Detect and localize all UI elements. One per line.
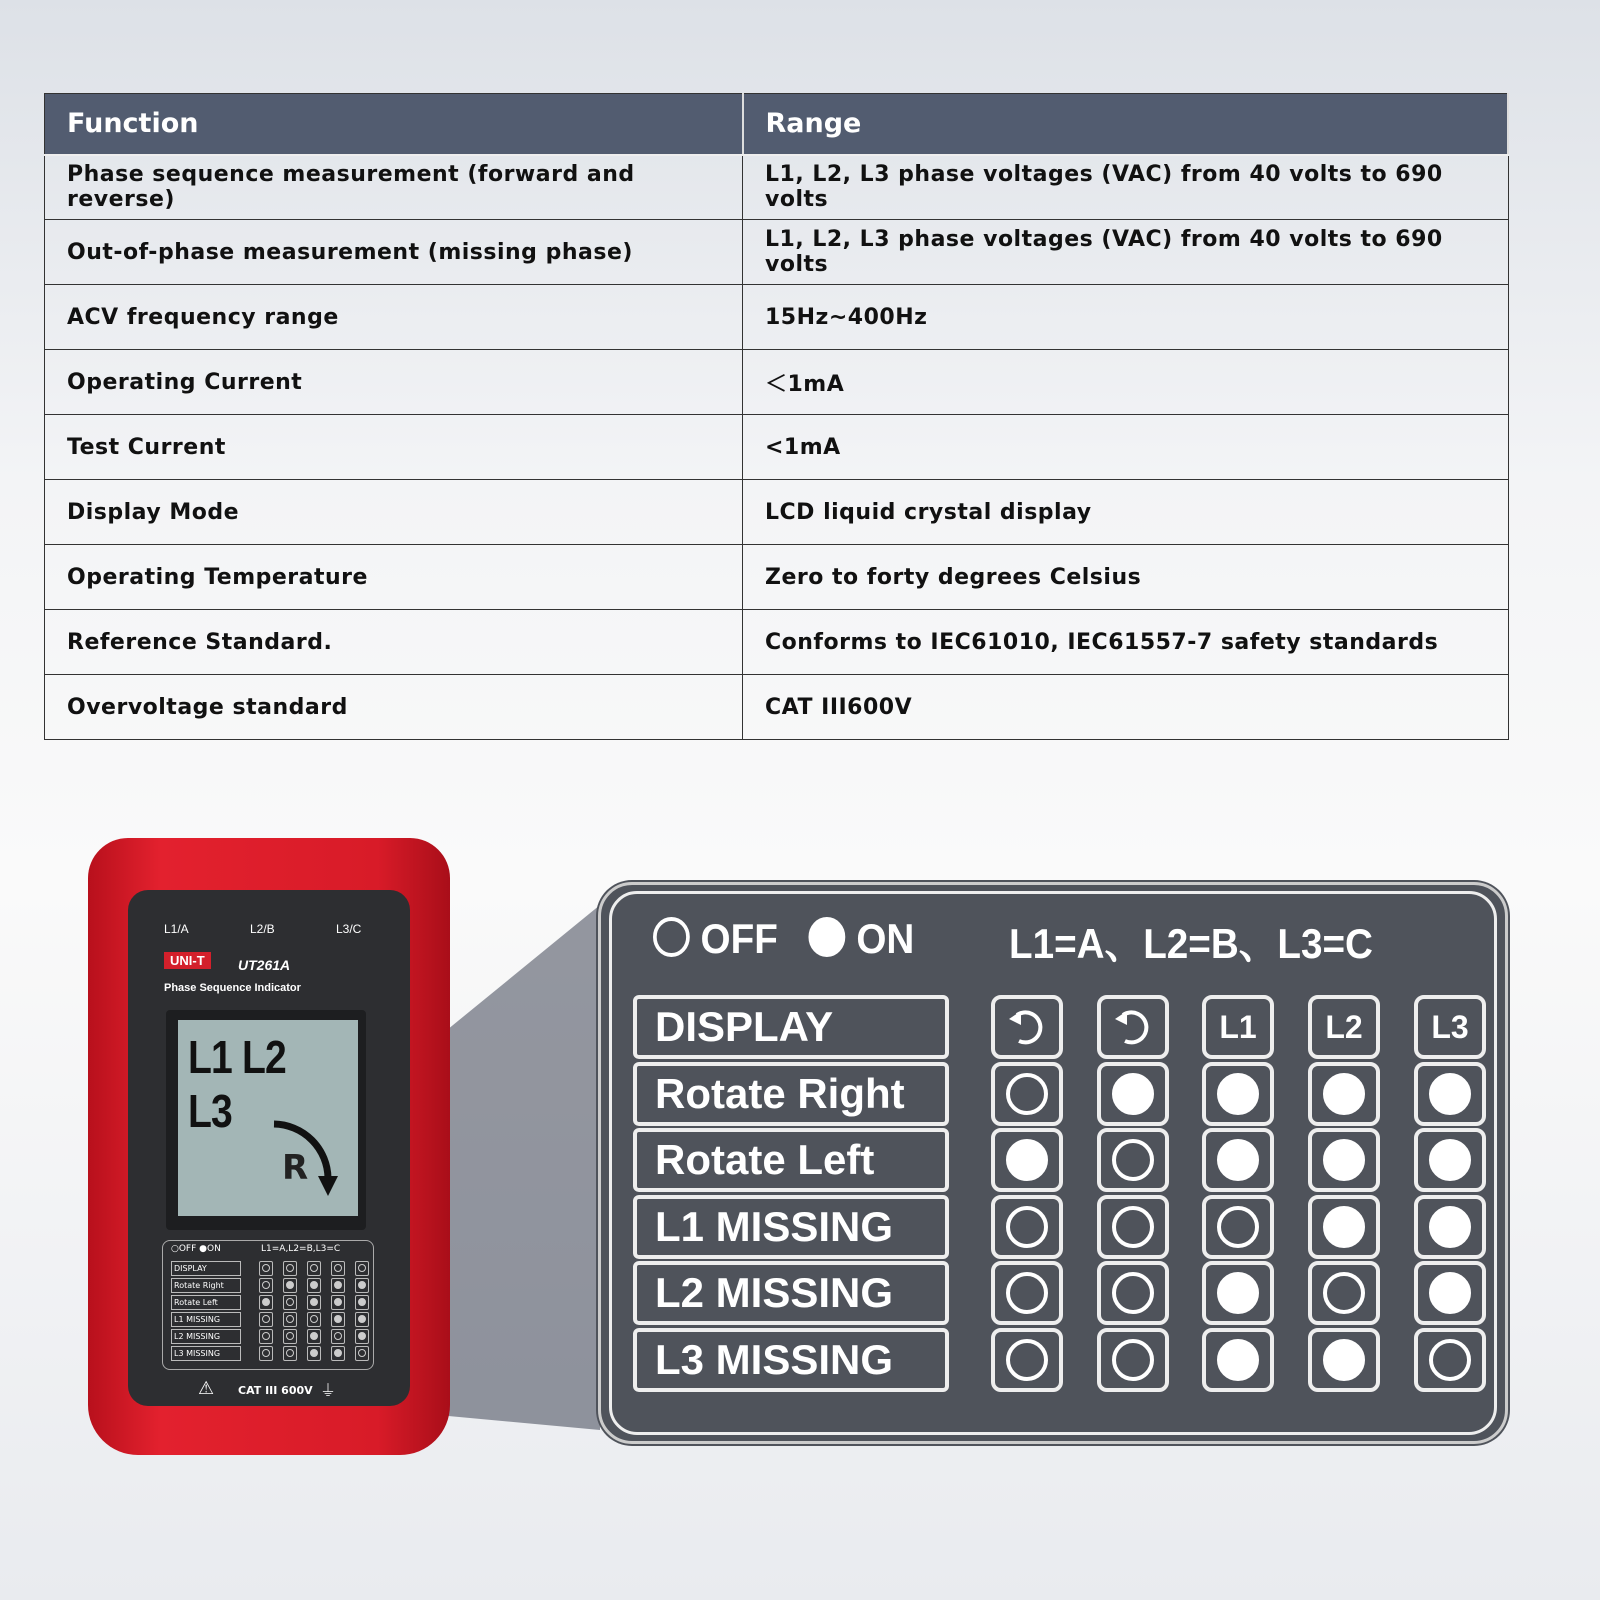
indicator-cell [991,1261,1063,1325]
header-function: Function [45,94,743,155]
row-label: L2 MISSING [633,1261,949,1325]
indicator-cell [1308,1062,1380,1126]
on-circle-icon [1112,1073,1154,1115]
mini-row-label: L3 MISSING [171,1346,241,1361]
on-circle-icon [1323,1139,1365,1181]
on-circle-icon [1323,1206,1365,1248]
lcd-rotation-letter: R [282,1148,309,1188]
off-circle-icon [1006,1339,1048,1381]
indicator-cell [1097,1062,1169,1126]
indicator-cell [1202,1062,1274,1126]
indicator-cell [1414,1128,1486,1192]
mini-row-label: L2 MISSING [171,1329,241,1344]
device-rating: CAT III 600V [238,1384,313,1397]
off-circle-icon [1006,1073,1048,1115]
lcd-phase-text: L1 L2 L3 [188,1031,286,1137]
row-label: L3 MISSING [633,1328,949,1392]
on-circle-icon [1429,1272,1471,1314]
function-cell: ACV frequency range [45,285,743,350]
indicator-cell [991,1328,1063,1392]
on-circle-icon [1323,1073,1365,1115]
model-label: UT261A [238,957,291,973]
off-circle-icon [1006,1206,1048,1248]
indicator-cell [1097,1128,1169,1192]
indicator-cell [1308,1328,1380,1392]
row-label: L1 MISSING [633,1195,949,1259]
row-label: Rotate Right [633,1062,949,1126]
terminal-label: L3/C [336,922,362,936]
off-circle-icon [1429,1339,1471,1381]
range-cell: CAT III600V [765,694,913,720]
row-label: DISPLAY [633,995,949,1059]
function-cell: Test Current [45,415,743,480]
indicator-cell [1202,1328,1274,1392]
range-cell: L1, L2, L3 phase voltages (VAC) from 40 volts to 690 volts [743,155,1509,220]
column-header: L2 [1308,995,1380,1059]
warning-icon: ⚠ [198,1378,215,1399]
indicator-cell [1308,1195,1380,1259]
function-cell: Out-of-phase measurement (missing phase) [45,220,743,285]
range-cell: ＜1mA [743,350,1509,415]
on-label: ON [856,915,915,962]
range-cell: Zero to forty degrees Celsius [743,545,1509,610]
on-circle-icon [1217,1139,1259,1181]
rotate-right-icon [1097,995,1169,1059]
off-circle-icon [1112,1139,1154,1181]
on-circle-icon [1217,1073,1259,1115]
on-circle-icon [1217,1339,1259,1381]
terminal-label: L1/A [164,922,189,936]
row-label: Rotate Left [633,1128,949,1192]
function-cell: Reference Standard. [45,610,743,675]
function-cell: Operating Temperature [45,545,743,610]
range-cell: Conforms to IEC61010, IEC61557-7 safety standards [743,610,1509,675]
mini-row-label: Rotate Right [171,1278,241,1293]
on-circle-icon [1429,1073,1471,1115]
indicator-cell [991,1062,1063,1126]
off-circle-icon [653,917,690,957]
indicator-legend-panel [598,882,1508,1444]
phase-mapping: L1=A、L2=B、L3=C [1009,920,1373,967]
device-subtitle: Phase Sequence Indicator [164,982,301,994]
off-circle-icon [1217,1206,1259,1248]
function-cell: Operating Current [45,350,743,415]
mini-row-label: Rotate Left [171,1295,241,1310]
indicator-cell [1097,1195,1169,1259]
range-cell: LCD liquid crystal display [743,480,1509,545]
indicator-cell [1414,1062,1486,1126]
on-circle-icon [1429,1206,1471,1248]
off-circle-icon [1112,1272,1154,1314]
on-circle-icon [1429,1139,1471,1181]
column-header: L3 [1414,995,1486,1059]
off-circle-icon [1112,1339,1154,1381]
range-cell: 15Hz~400Hz [743,285,1509,350]
indicator-cell [1097,1261,1169,1325]
off-circle-icon [1112,1206,1154,1248]
off-circle-icon [1323,1272,1365,1314]
column-header: L1 [1202,995,1274,1059]
indicator-cell [1097,1328,1169,1392]
indicator-cell [1308,1128,1380,1192]
lcd-frame [166,1010,366,1230]
indicator-cell [1414,1195,1486,1259]
on-circle-icon [1217,1272,1259,1314]
on-circle-icon [1006,1139,1048,1181]
lcd-screen [178,1020,358,1216]
mini-indicator-legend: ○OFF ●ON L1=A,L2=B,L3=C DISPLAY Rotate Right Rotate Left L1 MISSING L2 MISSING L3 MISSING [162,1240,374,1370]
phase-tester-device [88,838,450,1455]
on-circle-icon [809,917,846,957]
brand-logo: UNI-T [164,952,211,969]
indicator-cell [1202,1128,1274,1192]
indicator-cell [991,1128,1063,1192]
on-circle-icon [1323,1339,1365,1381]
indicator-cell [1414,1328,1486,1392]
range-cell: L1, L2, L3 phase voltages (VAC) from 40 volts to 690 volts [743,220,1509,285]
off-circle-icon [1006,1272,1048,1314]
function-cell: Display Mode [45,480,743,545]
terminal-label: L2/B [250,922,275,936]
ground-icon: ⏚ [320,1381,337,1400]
function-cell: Phase sequence measurement (forward and reverse) [45,155,743,220]
function-cell: Overvoltage standard [45,675,743,740]
indicator-cell [1202,1261,1274,1325]
rotate-left-icon [991,995,1063,1059]
range-cell: <1mA [743,415,1509,480]
off-label: OFF [700,915,778,962]
indicator-cell [1308,1261,1380,1325]
indicator-cell [1414,1261,1486,1325]
indicator-cell [1202,1195,1274,1259]
mini-row-label: DISPLAY [171,1261,241,1276]
device-face [128,890,410,1406]
indicator-cell [991,1195,1063,1259]
mini-row-label: L1 MISSING [171,1312,241,1327]
header-range: Range [743,94,1509,155]
